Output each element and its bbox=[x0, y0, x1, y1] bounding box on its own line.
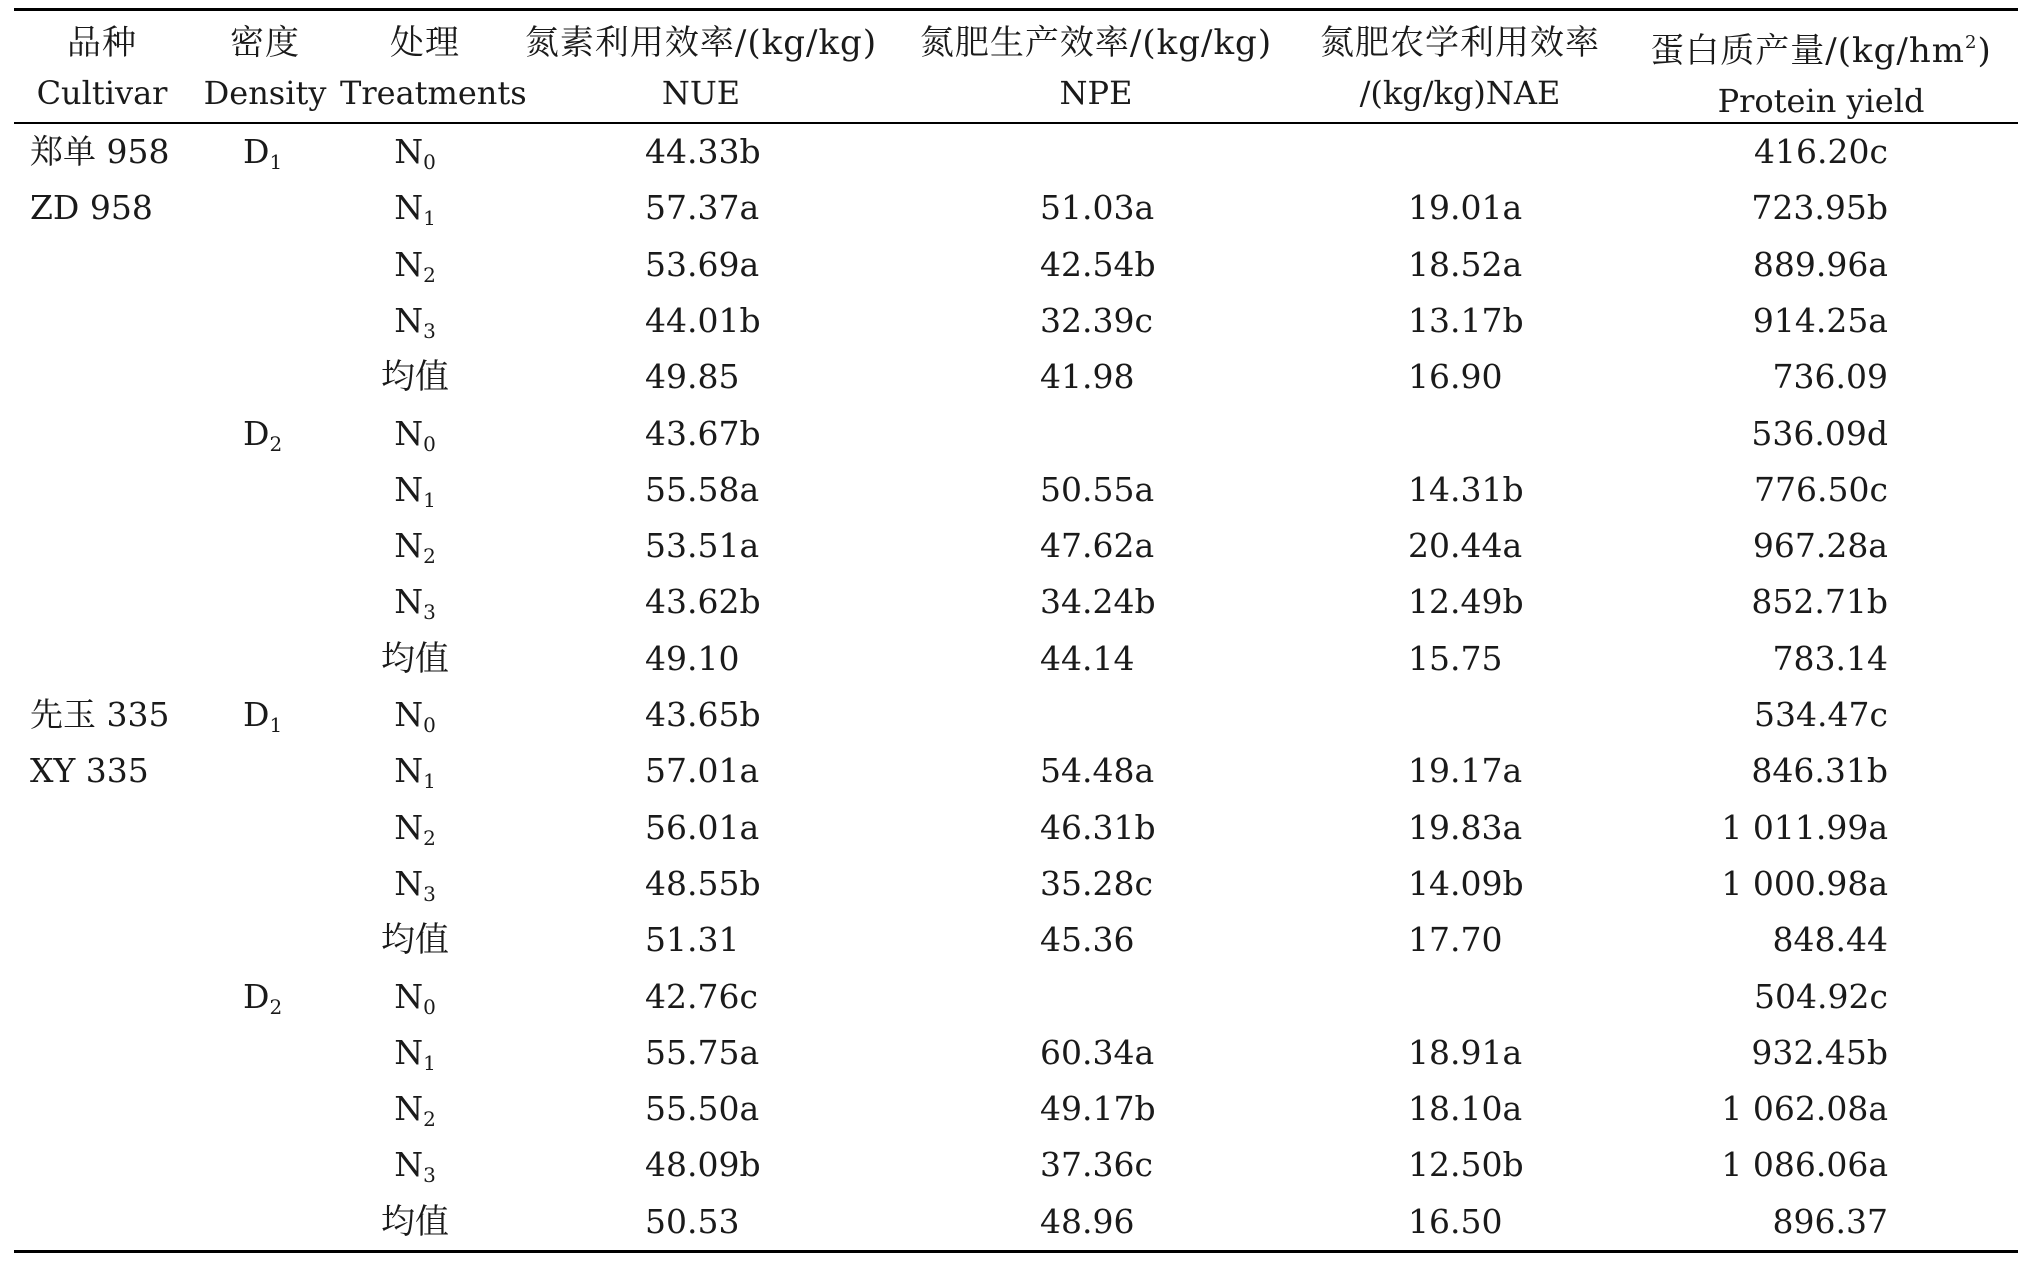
protein-yield-cell: 848.44 bbox=[1772, 920, 1888, 960]
nae-cell: 18.10a bbox=[1408, 1089, 1523, 1129]
table-row bbox=[0, 743, 2024, 799]
header-treatment: 处理 Treatments bbox=[340, 23, 527, 112]
treatment-cell: $N_0$ bbox=[394, 976, 436, 1019]
treatment-cell: 均值 bbox=[381, 357, 449, 398]
nae-cell: 20.44a bbox=[1408, 526, 1523, 566]
table-row bbox=[0, 687, 2024, 743]
nue-cell: 57.01a bbox=[645, 751, 760, 791]
protein-yield-cell: 776.50c bbox=[1754, 469, 1888, 509]
npe-cell: 37.36c bbox=[1040, 1145, 1153, 1185]
nue-cell: 55.75a bbox=[645, 1032, 760, 1072]
nae-cell: 14.09b bbox=[1408, 863, 1524, 903]
protein-yield-cell: 1 086.06a bbox=[1721, 1145, 1888, 1185]
treatment-cell: $N_3$ bbox=[394, 863, 436, 906]
protein-yield-cell: 889.96a bbox=[1752, 244, 1888, 284]
nae-cell: 19.83a bbox=[1408, 807, 1523, 847]
protein-yield-cell: 896.37 bbox=[1772, 1201, 1888, 1241]
treatment-cell: $N_0$ bbox=[394, 695, 436, 737]
nue-cell: 44.01b bbox=[645, 300, 761, 340]
header-nae: 氮肥农学利用效率 /(kg/kg)NAE bbox=[1320, 23, 1600, 112]
protein-yield-cell: 783.14 bbox=[1772, 638, 1888, 678]
protein-yield-cell: 723.95b bbox=[1751, 188, 1888, 228]
treatment-cell: $N_2$ bbox=[394, 244, 436, 287]
npe-cell: 32.39c bbox=[1040, 300, 1153, 340]
treatment-cell: $N_3$ bbox=[394, 1145, 436, 1188]
table-row bbox=[0, 800, 2024, 856]
nue-cell: 57.37a bbox=[645, 188, 760, 228]
table-row bbox=[0, 912, 2024, 968]
table-row bbox=[0, 462, 2024, 518]
nae-cell: 14.31b bbox=[1408, 469, 1524, 509]
npe-cell: 60.34a bbox=[1040, 1032, 1155, 1072]
table-row bbox=[0, 1137, 2024, 1193]
treatment-cell: $N_0$ bbox=[394, 132, 436, 174]
nue-cell: 43.62b bbox=[645, 582, 761, 622]
table-row bbox=[0, 969, 2024, 1025]
npe-cell: 34.24b bbox=[1040, 582, 1156, 622]
protein-yield-cell: 932.45b bbox=[1751, 1032, 1888, 1072]
protein-yield-cell: 534.47c bbox=[1754, 695, 1888, 734]
nae-cell: 18.52a bbox=[1408, 244, 1523, 284]
nue-cell: 55.50a bbox=[645, 1089, 760, 1129]
header-protein-yield: 蛋白质产量$/(kg/hm^2)$ Protein yield bbox=[1650, 31, 1992, 120]
table-row bbox=[0, 1194, 2024, 1250]
nae-cell: 19.17a bbox=[1408, 751, 1523, 791]
density-cell: $D_1$ bbox=[243, 695, 283, 737]
cultivar-cell: 先玉 335 bbox=[30, 695, 170, 734]
npe-cell: 47.62a bbox=[1040, 526, 1155, 566]
nue-cell: 50.53 bbox=[645, 1201, 740, 1241]
cultivar-cell: 郑单 958 bbox=[30, 132, 170, 171]
table-row bbox=[0, 1025, 2024, 1081]
protein-yield-cell: 504.92c bbox=[1754, 976, 1888, 1016]
protein-yield-cell: 846.31b bbox=[1751, 751, 1888, 791]
nue-cell: 53.69a bbox=[645, 244, 760, 284]
protein-yield-cell: 416.20c bbox=[1754, 132, 1888, 171]
npe-cell: 35.28c bbox=[1040, 863, 1153, 903]
header-npe: 氮肥生产效率/(kg/kg) NPE bbox=[919, 23, 1273, 112]
table-row bbox=[0, 406, 2024, 462]
treatment-cell: $N_2$ bbox=[394, 526, 436, 569]
nue-cell: 49.10 bbox=[645, 638, 740, 678]
table-row bbox=[0, 237, 2024, 293]
nae-cell: 17.70 bbox=[1408, 920, 1503, 960]
table-row bbox=[0, 293, 2024, 349]
cultivar-cell: ZD 958 bbox=[30, 188, 153, 228]
npe-cell: 45.36 bbox=[1040, 920, 1135, 960]
header-cultivar: 品种 Cultivar bbox=[36, 23, 168, 112]
treatment-cell: $N_1$ bbox=[394, 188, 436, 231]
nue-cell: 51.31 bbox=[645, 920, 740, 960]
npe-cell: 46.31b bbox=[1040, 807, 1156, 847]
nae-cell: 16.50 bbox=[1408, 1201, 1503, 1241]
npe-cell: 41.98 bbox=[1040, 357, 1135, 397]
protein-yield-cell: 1 062.08a bbox=[1721, 1089, 1888, 1129]
protein-yield-cell: 914.25a bbox=[1752, 300, 1888, 340]
nue-cell: 43.67b bbox=[645, 413, 761, 453]
header-nue: 氮素利用效率/(kg/kg) NUE bbox=[524, 23, 878, 112]
treatment-cell: $N_3$ bbox=[394, 300, 436, 343]
treatment-cell: 均值 bbox=[381, 920, 449, 961]
treatment-cell: $N_1$ bbox=[394, 751, 436, 794]
nue-cell: 53.51a bbox=[645, 526, 760, 566]
treatment-cell: $N_3$ bbox=[394, 582, 436, 625]
nue-cell: 48.09b bbox=[645, 1145, 761, 1185]
nue-cell: 49.85 bbox=[645, 357, 740, 397]
cultivar-cell: XY 335 bbox=[30, 751, 149, 791]
table-bottom-rule bbox=[14, 1250, 2018, 1253]
nue-cell: 55.58a bbox=[645, 469, 760, 509]
npe-cell: 51.03a bbox=[1040, 188, 1155, 228]
density-cell: $D_1$ bbox=[243, 132, 283, 174]
treatment-cell: 均值 bbox=[381, 1201, 449, 1242]
nue-cell: 48.55b bbox=[645, 863, 761, 903]
npe-cell: 49.17b bbox=[1040, 1089, 1156, 1129]
table-row bbox=[0, 856, 2024, 912]
npe-cell: 54.48a bbox=[1040, 751, 1155, 791]
nae-cell: 18.91a bbox=[1408, 1032, 1523, 1072]
density-cell: $D_2$ bbox=[243, 413, 283, 456]
table-top-rule bbox=[14, 8, 2018, 11]
nae-cell: 12.49b bbox=[1408, 582, 1524, 622]
treatment-cell: $N_1$ bbox=[394, 1032, 436, 1075]
nue-cell: 44.33b bbox=[645, 132, 761, 171]
table-row bbox=[0, 518, 2024, 574]
treatment-cell: $N_2$ bbox=[394, 1089, 436, 1132]
protein-yield-cell: 1 011.99a bbox=[1721, 807, 1888, 847]
treatment-cell: 均值 bbox=[381, 638, 449, 679]
treatment-cell: $N_1$ bbox=[394, 469, 436, 512]
density-cell: $D_2$ bbox=[243, 976, 283, 1019]
nue-cell: 43.65b bbox=[645, 695, 761, 734]
npe-cell: 50.55a bbox=[1040, 469, 1155, 509]
table-row bbox=[0, 631, 2024, 687]
npe-cell: 44.14 bbox=[1040, 638, 1135, 678]
nue-cell: 42.76c bbox=[645, 976, 758, 1016]
nae-cell: 16.90 bbox=[1408, 357, 1503, 397]
npe-cell: 42.54b bbox=[1040, 244, 1156, 284]
nae-cell: 15.75 bbox=[1408, 638, 1503, 678]
treatment-cell: $N_0$ bbox=[394, 413, 436, 456]
nae-cell: 12.50b bbox=[1408, 1145, 1524, 1185]
nue-cell: 56.01a bbox=[645, 807, 760, 847]
table-row bbox=[0, 1081, 2024, 1137]
table-row bbox=[0, 349, 2024, 405]
protein-yield-cell: 536.09d bbox=[1751, 413, 1888, 453]
npe-cell: 48.96 bbox=[1040, 1201, 1135, 1241]
nae-cell: 13.17b bbox=[1408, 300, 1524, 340]
protein-yield-cell: 736.09 bbox=[1772, 357, 1888, 397]
treatment-cell: $N_2$ bbox=[394, 807, 436, 850]
protein-yield-cell: 852.71b bbox=[1751, 582, 1888, 622]
protein-yield-cell: 967.28a bbox=[1752, 526, 1888, 566]
header-density: 密度 Density bbox=[203, 23, 327, 112]
nae-cell: 19.01a bbox=[1408, 188, 1523, 228]
table-row bbox=[0, 180, 2024, 236]
protein-yield-cell: 1 000.98a bbox=[1721, 863, 1888, 903]
table-row bbox=[0, 124, 2024, 180]
table-row bbox=[0, 574, 2024, 630]
